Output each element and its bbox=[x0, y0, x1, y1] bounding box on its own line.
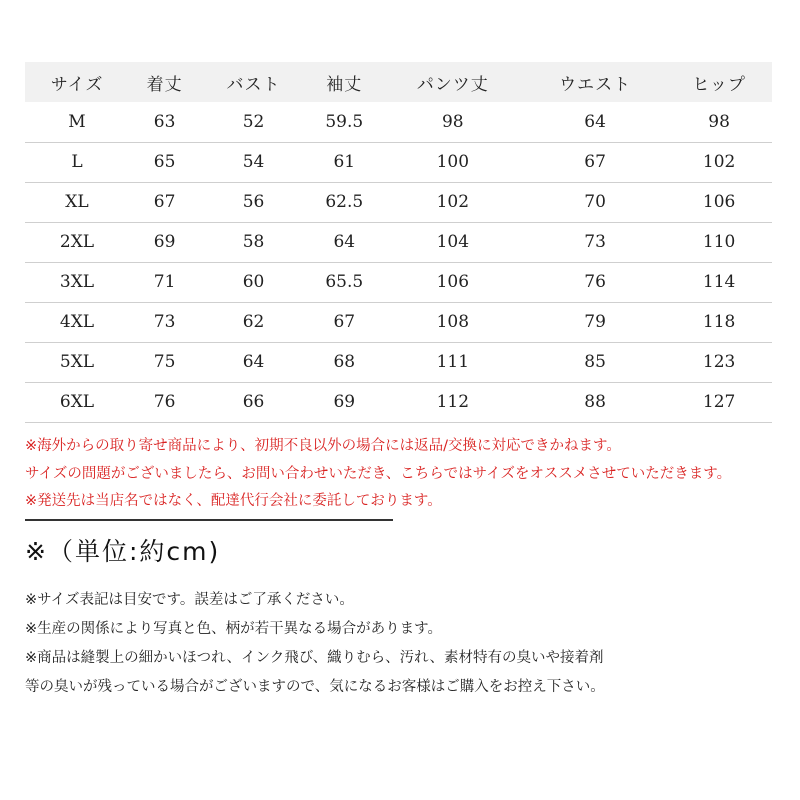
cell-length: 76 bbox=[153, 392, 176, 412]
cell-sleeve: 64 bbox=[333, 232, 356, 252]
table-row bbox=[25, 142, 772, 182]
table-row bbox=[25, 102, 772, 142]
cell-pants-length: 100 bbox=[436, 152, 470, 172]
cell-hip: 123 bbox=[702, 352, 736, 372]
cell-hip: 110 bbox=[702, 232, 736, 252]
table-row bbox=[25, 222, 772, 262]
cell-length: 63 bbox=[153, 111, 176, 132]
warning-note-returns: ※海外からの取り寄せ商品により、初期不良以外の場合には返品/交換に対応できかねます。 bbox=[25, 438, 621, 454]
cell-size: 2XL bbox=[59, 232, 95, 252]
cell-pants-length: 111 bbox=[436, 352, 470, 372]
cell-waist: 64 bbox=[584, 111, 606, 132]
cell-sleeve: 61 bbox=[333, 152, 356, 172]
cell-sleeve: 59.5 bbox=[325, 111, 364, 132]
cell-sleeve: 65.5 bbox=[325, 272, 364, 292]
cell-bust: 66 bbox=[242, 392, 265, 412]
note-color-variance: ※生産の関係により写真と色、柄が若干異なる場合があります。 bbox=[25, 621, 442, 637]
cell-sleeve: 69 bbox=[333, 392, 356, 412]
header-size: サイズ bbox=[50, 74, 104, 95]
cell-length: 71 bbox=[153, 272, 176, 292]
cell-pants-length: 106 bbox=[436, 272, 470, 292]
note-odor: 等の臭いが残っている場合がございますので、気になるお客様はご購入をお控え下さい。 bbox=[25, 679, 605, 695]
cell-bust: 60 bbox=[242, 272, 265, 292]
cell-waist: 73 bbox=[584, 232, 606, 252]
warning-note-shipping: ※発送先は当店名ではなく、配達代行会社に委託しております。 bbox=[25, 493, 442, 509]
cell-pants-length: 102 bbox=[436, 192, 470, 212]
header-row bbox=[25, 62, 772, 102]
cell-size: 4XL bbox=[59, 312, 95, 332]
cell-pants-length: 112 bbox=[436, 392, 470, 412]
cell-bust: 54 bbox=[242, 152, 265, 172]
divider bbox=[25, 519, 393, 521]
cell-hip: 127 bbox=[702, 392, 736, 412]
cell-bust: 52 bbox=[242, 111, 265, 132]
cell-waist: 70 bbox=[584, 192, 606, 212]
cell-size: 3XL bbox=[59, 272, 95, 292]
header-pants-length: パンツ丈 bbox=[416, 74, 489, 95]
cell-sleeve: 67 bbox=[333, 312, 356, 332]
warning-notes bbox=[25, 433, 785, 516]
cell-length: 75 bbox=[153, 352, 176, 372]
product-notes bbox=[25, 586, 785, 702]
cell-bust: 56 bbox=[242, 192, 265, 212]
cell-waist: 85 bbox=[584, 352, 606, 372]
cell-pants-length: 98 bbox=[441, 111, 464, 132]
cell-length: 65 bbox=[153, 152, 176, 172]
cell-bust: 58 bbox=[242, 232, 265, 252]
cell-waist: 88 bbox=[584, 392, 606, 412]
cell-pants-length: 108 bbox=[436, 312, 470, 332]
cell-bust: 64 bbox=[242, 352, 265, 372]
cell-size: L bbox=[71, 152, 83, 172]
cell-waist: 76 bbox=[584, 272, 606, 292]
cell-hip: 106 bbox=[702, 192, 736, 212]
cell-size: XL bbox=[65, 192, 89, 212]
header-bust: バスト bbox=[226, 74, 281, 95]
size-table bbox=[25, 62, 772, 423]
cell-hip: 98 bbox=[708, 111, 730, 132]
table-row bbox=[25, 342, 772, 382]
table-row bbox=[25, 262, 772, 302]
cell-length: 73 bbox=[153, 312, 176, 332]
table-row bbox=[25, 182, 772, 222]
note-size-tolerance: ※サイズ表記は目安です。誤差はご了承ください。 bbox=[25, 592, 354, 608]
note-sewing-defects: ※商品は縫製上の細かいほつれ、インク飛び、織りむら、汚れ、素材特有の臭いや接着剤 bbox=[25, 650, 604, 666]
cell-bust: 62 bbox=[242, 312, 265, 332]
cell-size: M bbox=[68, 111, 86, 132]
cell-sleeve: 62.5 bbox=[325, 192, 364, 212]
table-row bbox=[25, 382, 772, 422]
cell-size: 5XL bbox=[59, 352, 95, 372]
header-hip: ヒップ bbox=[692, 74, 746, 95]
cell-length: 69 bbox=[153, 232, 176, 252]
header-length: 着丈 bbox=[146, 74, 183, 95]
cell-hip: 118 bbox=[702, 312, 736, 332]
header-waist: ウエスト bbox=[559, 74, 632, 95]
warning-note-size-advice: サイズの問題がございましたら、お問い合わせいただき、こちらではサイズをオススメさせていただきます。 bbox=[25, 465, 732, 482]
size-table-body bbox=[25, 102, 772, 422]
cell-waist: 67 bbox=[584, 152, 606, 172]
size-table-header bbox=[25, 62, 772, 102]
cell-hip: 102 bbox=[702, 152, 736, 172]
cell-length: 67 bbox=[153, 192, 176, 212]
unit-title: ※（単位:約cm) bbox=[25, 537, 221, 566]
cell-hip: 114 bbox=[702, 272, 736, 292]
cell-sleeve: 68 bbox=[333, 352, 356, 372]
cell-waist: 79 bbox=[584, 312, 606, 332]
header-sleeve: 袖丈 bbox=[326, 74, 363, 95]
cell-size: 6XL bbox=[59, 392, 95, 412]
table-row bbox=[25, 302, 772, 342]
cell-pants-length: 104 bbox=[436, 232, 470, 252]
